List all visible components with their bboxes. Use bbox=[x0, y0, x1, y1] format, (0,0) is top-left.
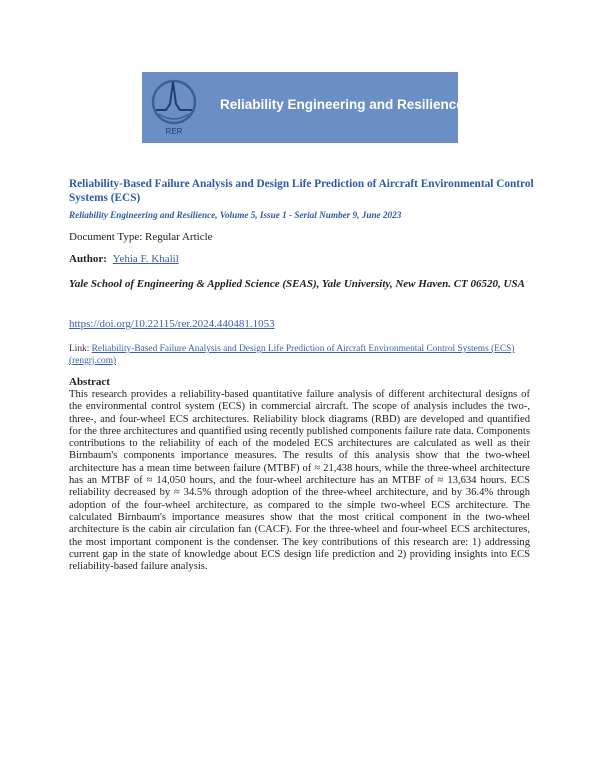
abstract-heading: Abstract bbox=[69, 376, 110, 388]
journal-logo-icon bbox=[150, 76, 200, 138]
abstract-body: This research provides a reliability-based quantitative failure analysis of different architectural designs of the environmental control system (ECS) in commercial aircraft. The scope of analysis includes the two-, three-, and four-wheel ECS architectures. Reliability block diagrams (RBD) are developed and quantified for the three architectures and quantified using recently published components failure rate data. Components contributions to the reliability of each of the modeled ECS architectures are calculated as well as their Birnbaum's components importance measures. The results of this analysis show that the two-wheel architecture has a mean time between failure (MTBF) of ≈ 21,438 hours, while the three-wheel architecture has an MTBF of ≈ 14,050 hours, and the four-wheel architecture has an MTBF of ≈ 13,634 hours. ECS reliability decreased by ≈ 34.5% through adoption of the three-wheel architecture, and by 36.4% through adoption of the four-wheel architecture, as compared to the simple two-wheel ECS architecture. The calculated Birnbaum's importance measures show that the most critical component in the two-wheel architecture is the cabin air circulation fan (CACF). For the three-wheel and four-wheel ECS architectures, the most important component is the condenser. The key contributions of this research are: 1) addressing current gap in the state of knowledge about ECS design life prediction and 2) providing insights into ECS reliability-based failure analysis. bbox=[69, 389, 530, 573]
author-affiliation: Yale School of Engineering & Applied Science (SEAS), Yale University, New Haven. CT 06520, USA bbox=[69, 278, 525, 290]
journal-name: Reliability Engineering and Resilience bbox=[220, 97, 464, 112]
author-link[interactable]: Yehia F. Khalil bbox=[112, 253, 179, 265]
article-title: Reliability-Based Failure Analysis and Design Life Prediction of Aircraft Environmental Control Systems (ECS) bbox=[69, 178, 534, 204]
journal-banner bbox=[142, 72, 464, 143]
logo-text: RER bbox=[165, 127, 183, 136]
article-link[interactable]: Reliability-Based Failure Analysis and Design Life Prediction of Aircraft Environmental Control Systems (ECS) (rengrj.com) bbox=[69, 344, 515, 366]
doi-link[interactable]: https://doi.org/10.22115/rer.2024.440481.1053 bbox=[69, 318, 275, 330]
link-label: Link: bbox=[69, 344, 90, 354]
article-citation: Reliability Engineering and Resilience, Volume 5, Issue 1 - Serial Number 9, June 2023 bbox=[69, 210, 402, 220]
author-label: Author: bbox=[69, 253, 107, 265]
article-link-line bbox=[69, 343, 539, 367]
author-line bbox=[69, 253, 179, 265]
document-type: Document Type: Regular Article bbox=[69, 231, 213, 243]
